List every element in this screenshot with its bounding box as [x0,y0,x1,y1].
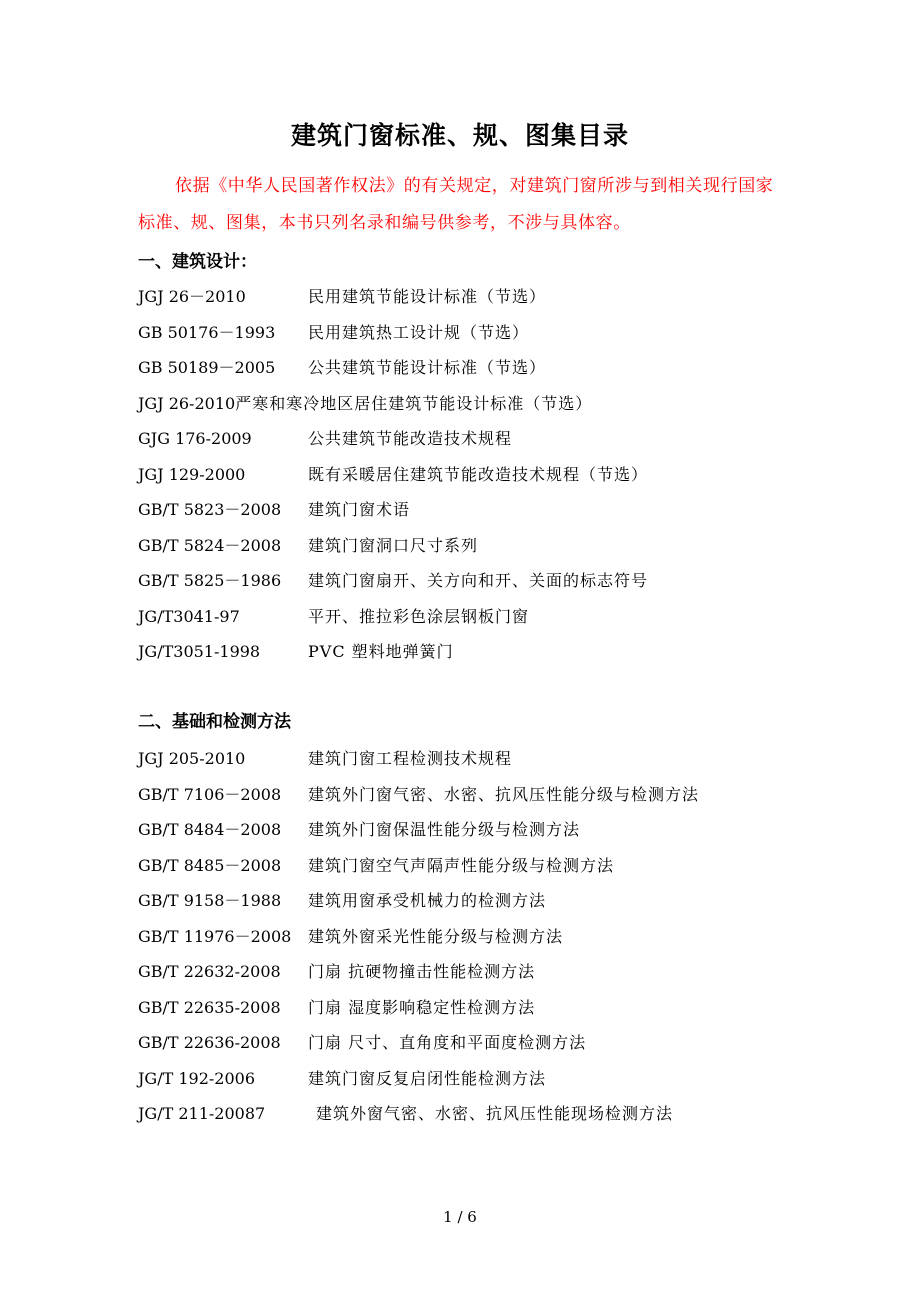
standard-row [138,744,838,780]
standard-code: GB 50189－2005 [138,358,276,377]
standards-list-testing-methods [138,744,838,1135]
standard-code: GB/T 5825－1986 [138,571,282,590]
standard-code: GB/T 5823－2008 [138,500,282,519]
standard-code: JGJ 26－2010 [138,287,246,306]
standard-code: JG/T 211-20087 [138,1104,266,1123]
standard-name: 民用建筑节能设计标准（节选） [308,287,547,306]
standard-row [138,602,838,638]
standard-row [138,851,838,887]
standards-list-building-design [138,282,838,673]
standard-code: GB 50176－1993 [138,322,276,342]
standard-code: GB/T 9158－1988 [138,891,282,910]
page-number: 1 / 6 [443,1208,477,1226]
standard-code: GB/T 5824－2008 [138,535,282,555]
standard-row [138,1028,838,1064]
standard-row [138,531,838,567]
standard-name: 建筑门窗扇开、关方向和开、关面的标志符号 [308,571,649,590]
standard-name: 建筑外窗采光性能分级与检测方法 [308,926,564,946]
standard-name: 建筑门窗空气声隔声性能分级与检测方法 [308,855,615,875]
standard-code: GB/T 22632-2008 [138,962,281,981]
standard-name: PVC 塑料地弹簧门 [308,642,454,661]
standard-code: GB/T 8485－2008 [138,855,282,875]
standard-row [138,922,838,958]
standard-code: JG/T 192-2006 [138,1068,256,1088]
standard-row [138,460,838,496]
section-heading-testing-methods: 二、基础和检测方法 [138,712,291,732]
standard-row [138,637,838,673]
standard-row [138,424,838,460]
standard-code: GB/T 7106－2008 [138,784,282,804]
standard-name: 建筑外门窗气密、水密、抗风压性能分级与检测方法 [308,784,700,804]
standard-name: 严寒和寒冷地区居住建筑节能设计标准（节选） [235,393,593,413]
intro-paragraph: 依据《中华人民国著作权法》的有关规定，对建筑门窗所涉与到相关现行国家标准、规、图集，本书只列名录和编号供参考，不涉与具体容。 [138,176,774,233]
standard-row [138,957,838,993]
standard-name: 公共建筑节能设计标准（节选） [308,358,547,377]
standard-name: 门扇 抗硬物撞击性能检测方法 [308,962,536,981]
standard-row [138,389,838,425]
standard-row [138,566,838,602]
standard-row [138,886,838,922]
standard-name: 民用建筑热工设计规（节选） [308,322,530,342]
standard-code: GB/T 22635-2008 [138,997,281,1017]
standard-code: JG/T3051-1998 [138,642,261,661]
standard-name: 门扇 湿度影响稳定性检测方法 [308,997,536,1017]
standard-row [138,318,838,354]
standard-name: 建筑门窗洞口尺寸系列 [308,535,479,555]
standard-code: JG/T3041-97 [138,606,240,626]
standard-row [138,780,838,816]
standard-code: GB/T 11976－2008 [138,926,292,946]
standard-name: 既有采暖居住建筑节能改造技术规程（节选） [308,464,649,484]
standard-code: JGJ 26-2010 [138,393,236,413]
standard-name: 建筑外门窗保温性能分级与检测方法 [308,820,581,839]
standard-name: 建筑门窗术语 [308,500,411,519]
standard-name: 门扇 尺寸、直角度和平面度检测方法 [308,1033,587,1052]
standard-row [138,1064,838,1100]
section-heading-building-design: 一、建筑设计： [138,252,257,272]
standard-name: 建筑用窗承受机械力的检测方法 [308,891,547,910]
standard-code: JGJ 205-2010 [138,749,246,768]
standard-name: 平开、推拉彩色涂层钢板门窗 [308,606,530,626]
standard-code: GJG 176-2009 [138,429,252,448]
standard-name: 公共建筑节能改造技术规程 [308,429,513,448]
standard-name: 建筑门窗工程检测技术规程 [308,749,513,768]
standard-code: GB/T 8484－2008 [138,820,282,839]
standard-name: 建筑外窗气密、水密、抗风压性能现场检测方法 [316,1104,674,1123]
standard-row [138,495,838,531]
standard-code: JGJ 129-2000 [138,464,246,484]
page-title: 建筑门窗标准、规、图集目录 [290,121,629,150]
standard-row [138,993,838,1029]
standard-row [138,353,838,389]
standard-row [138,815,838,851]
standard-row [138,282,838,318]
standard-name: 建筑门窗反复启闭性能检测方法 [308,1068,547,1088]
standard-code: GB/T 22636-2008 [138,1033,281,1052]
standard-row [138,1099,838,1135]
